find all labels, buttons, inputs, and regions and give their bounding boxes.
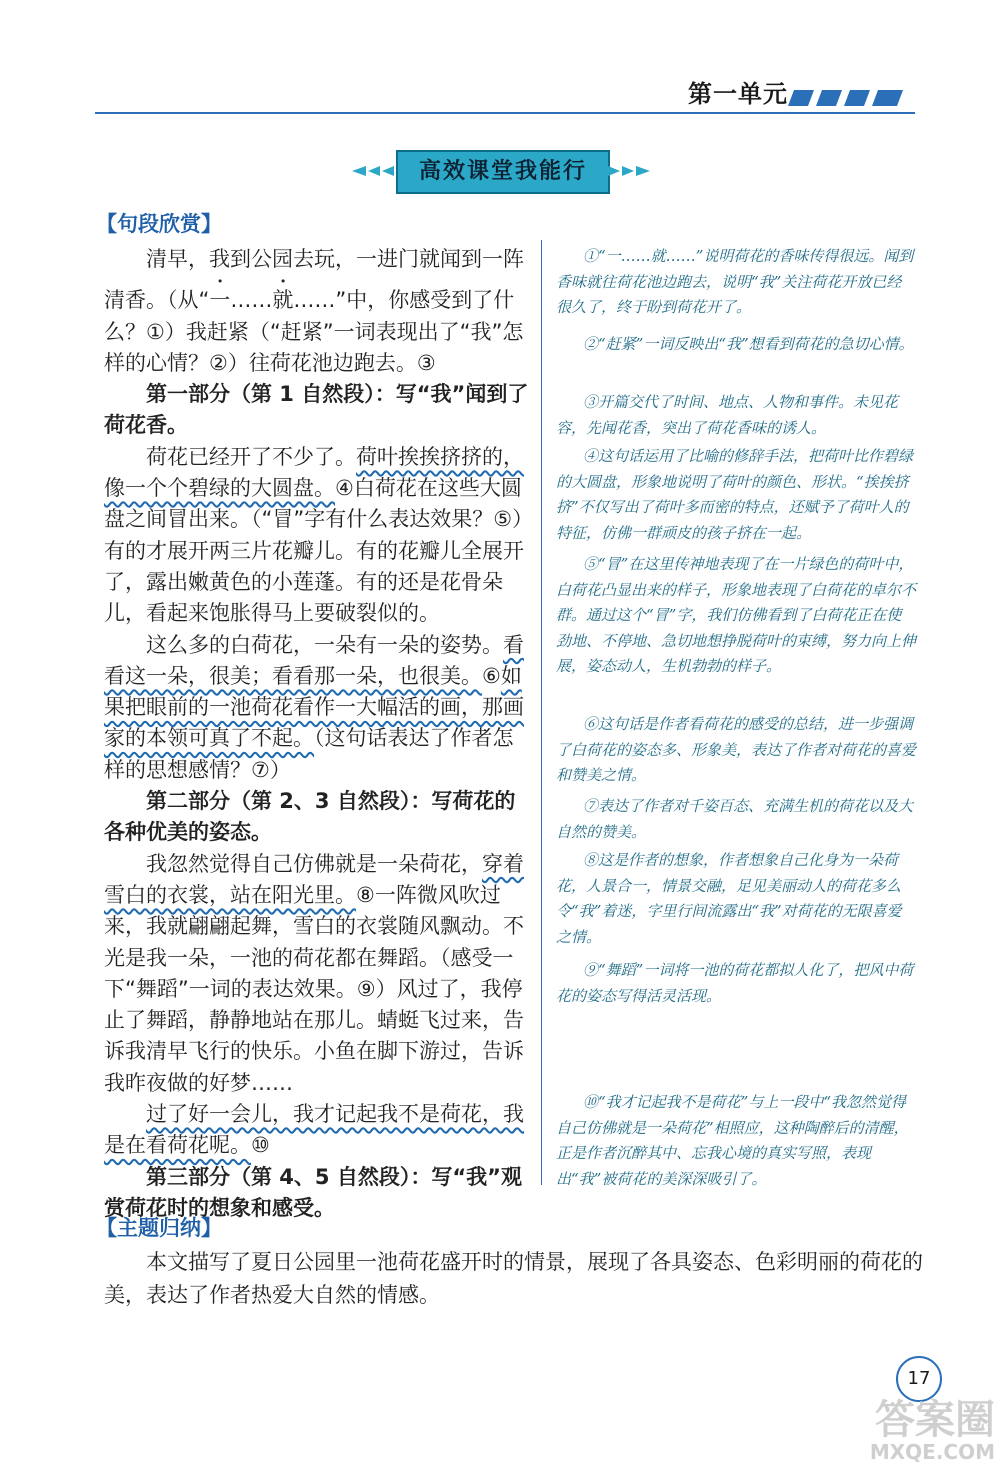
note-10: ⑩“我才记起我不是荷花”与上一段中“我忽然觉得自己仿佛就是一朵荷花”相照应，这种陶醉后的清醒，正是作者沉醉其中、忘我心境的真实写照，表现出“我”被荷花的美深深吸引了。 [556,1093,909,1188]
part-2-summary: 第二部分（第 2、3 自然段）：写荷花的各种优美的姿态。 [104,789,516,845]
page-number: 17 [896,1356,942,1402]
p2-underlined: 荷叶挨挨挤挤的，像一个个碧绿的大圆盘。 [104,444,524,501]
passage-column [104,244,534,1224]
note-4: ④这句话运用了比喻的修辞手法，把荷叶比作碧绿的大圆盘，形象地说明了荷叶的颜色、形状。“挨挨挤挤”不仅写出了荷叶多而密的特点，还赋予了荷叶人的特征，仿佛一群顽皮的孩子挤在一起。 [556,447,914,542]
appreciation-label: 【句段欣赏】 [96,212,222,236]
p5-marker: ⑩ [251,1133,270,1158]
paragraph-5 [104,1099,534,1162]
note-7: ⑦表达了作者对千姿百态、充满生机的荷花以及大自然的赞美。 [556,797,914,841]
p4-underlined: 穿着雪白的衣裳，站在阳光里。 [104,851,524,907]
p3-underlined-2: 如果把眼前的一池荷花看作一大幅活的画，那画家的本领可真了不起。 [104,663,524,751]
note-3: ③开篇交代了时间、地点、人物和事件。未见花容，先闻花香，突出了荷花香味的诱人。 [556,393,899,437]
p2-text-b: ④白荷花在这些大圆盘之间冒出来。（“冒”字有什么表达效果？⑤）有的才展开两三片花瓣儿。有的花瓣儿全展开了，露出嫩黄色的小莲蓬。有的还是花骨朵儿，看起来饱胀得马上要破裂似的。 [104,476,534,626]
watermark-logo: 答案圈 [875,1397,995,1443]
p1-text-a: 清早，我到公园去玩，一进门就闻到一阵清香。（从“ [104,247,524,313]
note-9: ⑨“舞蹈”一词将一池的荷花都拟人化了，把风中荷花的姿态写得活灵活现。 [556,961,914,1005]
p3-text-a: 这么多的白荷花，一朵有一朵的姿势。 [146,632,503,657]
p1-emphasis: 一……就…… [209,288,336,313]
p2-text-a: 荷花已经开了不少了。 [146,444,356,469]
theme-label: 【主题归纳】 [96,1216,222,1240]
p1-text-b: ”中，你感受到了什么？①）我赶紧（“赶紧”一词表现出了“我”怎样的心情？②）往荷花池边跑去。③ [104,288,524,375]
banner-left-wing-decoration [352,164,394,178]
p3-underlined-1: 看看这一朵，很美；看看那一朵，也很美。 [104,632,524,688]
note-2: ②“赶紧”一词反映出“我”想看到荷花的急切心情。 [583,335,914,353]
p4-text-b: ⑧一阵微风吹过来，我就翩翩起舞，雪白的衣裳随风飘动。不光是我一朵，一池的荷花都在舞蹈。（感受一下“舞蹈”一词的表达效果。⑨）风过了，我停止了舞蹈，静静地站在那儿。蜻蜓飞过来，告诉我清早飞行的快乐。小鱼在脚下游过，告诉我昨夜做的好梦…… [104,882,524,1095]
header-stripes-decoration [788,90,903,106]
p3-text-c: （这句话表达了作者怎样的思想感情？⑦） [104,726,514,782]
header-rule [95,112,915,114]
note-5: ⑤“冒”在这里传神地表现了在一片绿色的荷叶中，白荷花凸显出来的样子，形象地表现了白荷花的卓尔不群。通过这个“冒”字，我们仿佛看到了白荷花正在使劲地、不停地、急切地想挣脱荷叶的束缚，努力向上伸展，姿态动人，生机勃勃的样子。 [556,555,917,675]
p4-text-a: 我忽然觉得自己仿佛就是一朵荷花， [146,851,482,876]
p5-underlined: 过了好一会儿，我才记起我不是荷花，我是在看荷花呢。 [104,1102,524,1158]
unit-title: 第一单元 [688,80,788,108]
paragraph-1 [104,244,534,379]
paragraph-4 [104,849,534,1099]
column-separator [541,240,542,1185]
section-banner: 高效课堂我能行 [396,150,610,194]
theme-summary: 本文描写了夏日公园里一池荷花盛开时的情景，展现了各具姿态、色彩明丽的荷花的美，表达了作者热爱大自然的情感。 [104,1250,923,1307]
note-1: ①“一……就……”说明荷花的香味传得很远。闻到香味就往荷花池边跑去，说明“我”关注荷花开放已经很久了，终于盼到荷花开了。 [556,247,914,316]
part-1-summary: 第一部分（第 1 自然段）：写“我”闻到了荷花香。 [104,382,529,438]
note-6: ⑥这句话是作者看荷花的感受的总结，进一步强调了白荷花的姿态多、形象美，表达了作者对荷花的喜爱和赞美之情。 [556,715,917,784]
p3-marker: ⑥ [482,663,501,688]
watermark-site: MXQE.COM [869,1440,995,1464]
part-3-summary: 第三部分（第 4、5 自然段）：写“我”观赏荷花时的想象和感受。 [104,1164,522,1220]
note-8: ⑧这是作者的想象，作者想象自己化身为一朵荷花，人景合一，情景交融，足见美丽动人的荷花多么令“我”着迷，字里行间流露出“我”对荷花的无限喜爱之情。 [556,851,902,946]
banner-right-wing-decoration [608,164,650,178]
paragraph-2 [104,442,534,630]
paragraph-3 [104,630,534,786]
